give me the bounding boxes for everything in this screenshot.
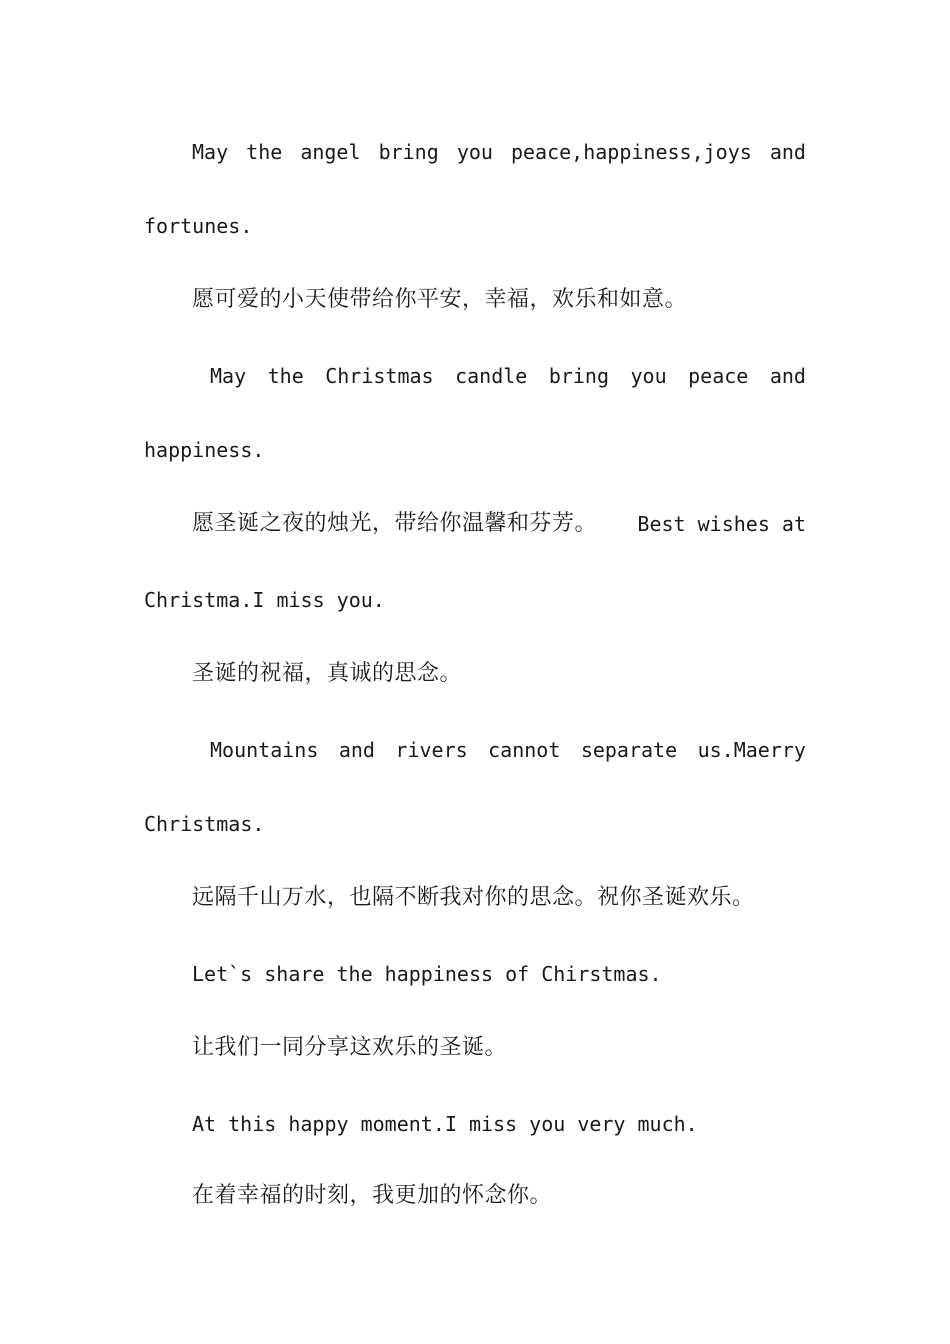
word: cannot bbox=[488, 738, 561, 762]
word: peace,happiness,joys bbox=[510, 140, 752, 164]
paragraph-5-text: 圣诞的祝福，真诚的思念。 bbox=[192, 661, 463, 686]
word: and bbox=[769, 140, 806, 164]
word: peace bbox=[688, 364, 749, 388]
paragraph-7-text: 远隔千山万水，也隔不断我对你的思念。祝你圣诞欢乐。 bbox=[192, 885, 755, 910]
paragraph-3-line-1 bbox=[144, 362, 806, 390]
word: and bbox=[769, 364, 806, 388]
paragraph-6-line-2: Christmas. bbox=[144, 812, 265, 836]
paragraph-1-line-1 bbox=[144, 138, 806, 166]
paragraph-1-line-2: fortunes. bbox=[144, 214, 253, 238]
paragraph-4-line-1 bbox=[144, 510, 806, 538]
word: you bbox=[630, 364, 667, 388]
word: Mountains bbox=[210, 738, 319, 762]
paragraph-9-text: 让我们一同分享这欢乐的圣诞。 bbox=[192, 1035, 508, 1060]
paragraph-11-text: 在着幸福的时刻，我更加的怀念你。 bbox=[192, 1183, 553, 1208]
paragraph-8-text: Let`s share the happiness of Chirstmas. bbox=[192, 962, 662, 986]
word: candle bbox=[455, 364, 528, 388]
paragraph-3-line-2: happiness. bbox=[144, 438, 265, 462]
paragraph-6-line-1 bbox=[144, 736, 806, 764]
word: bring bbox=[378, 140, 439, 164]
paragraph-4-line-2: Christma.I miss you. bbox=[144, 588, 385, 612]
paragraph-10-text: At this happy moment.I miss you very much. bbox=[192, 1112, 698, 1136]
word: you bbox=[456, 140, 493, 164]
paragraph-4-chinese: 愿圣诞之夜的烛光，带给你温馨和芬芳。 bbox=[192, 511, 598, 536]
word: the bbox=[246, 140, 283, 164]
word: us.Maerry bbox=[697, 738, 806, 762]
word: May bbox=[210, 364, 247, 388]
word: separate bbox=[580, 738, 678, 762]
word: Christmas bbox=[325, 364, 434, 388]
word: rivers bbox=[395, 738, 468, 762]
word: May bbox=[192, 140, 229, 164]
word: bring bbox=[548, 364, 610, 388]
paragraph-4-english: Best wishes at bbox=[637, 512, 806, 536]
word: the bbox=[267, 364, 304, 388]
paragraph-2-text: 愿可爱的小天使带给你平安，幸福，欢乐和如意。 bbox=[192, 287, 688, 312]
word: and bbox=[338, 738, 375, 762]
word: angel bbox=[300, 140, 361, 164]
